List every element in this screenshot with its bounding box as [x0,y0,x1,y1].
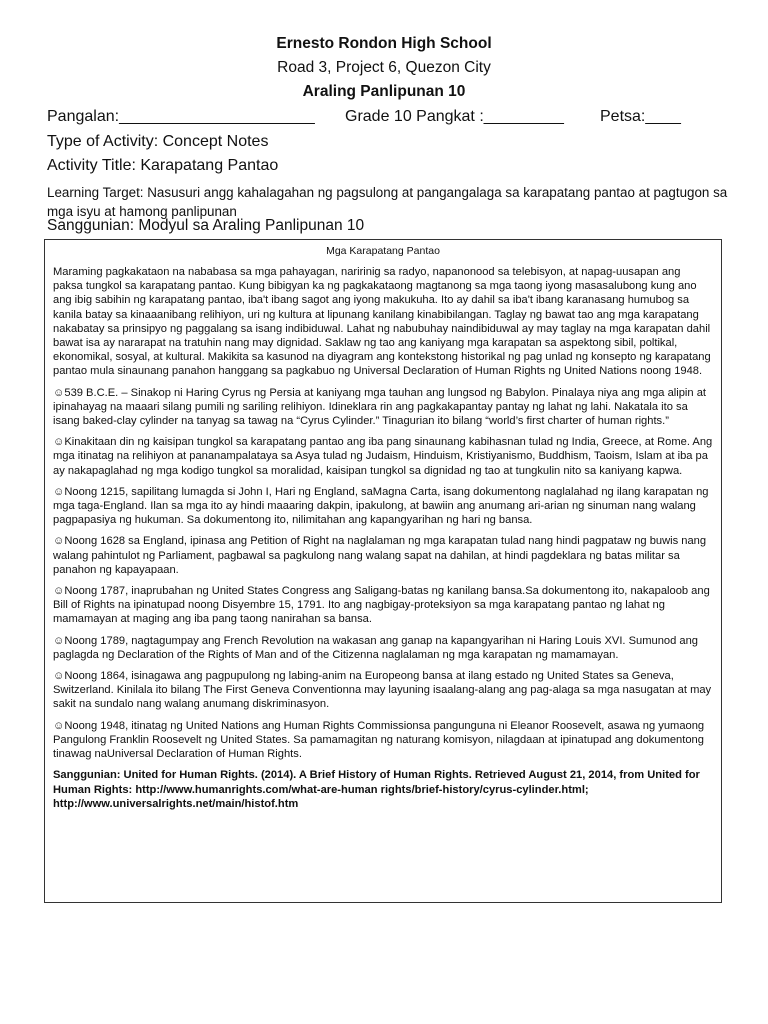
history-item: ☺Noong 1628 sa England, ipinasa ang Petition of Right na naglalaman ng mga karapatan tulad nang hindi pagpataw ng buwis nang walang pahintulot ng Parliament, pagbawal sa pagkulong nang walang sapat na dahilan, at hindi pagdeklara ng batas militar sa panahon ng kapayapaan. [53,535,707,576]
content-body [53,265,713,818]
content-title: Mga Karapatang Pantao [326,245,440,257]
content-box [44,239,722,903]
history-item: ☺Kinakitaan din ng kaisipan tungkol sa karapatang pantao ang iba pang sinaunang kabihasnan tulad ng India, Greece, at Rome. Ang mga itinatag na relihiyon at pananampalataya sa Asya tulad ng Judaism, Hinduism, Kristiyanismo, Buddhism, Taoism, Islam at iba pa ay nakapaglahad ng mga kodigo tungkol sa moralidad, kaisipan tungkol sa dignidad ng tao at tungkulin nito sa kaniyang kapwa. [53,436,713,477]
history-item: ☺Noong 1787, inaprubahan ng United States Congress ang Saligang-batas ng kanilang bansa.Sa dokumentong ito, nakapaloob ang Bill of Rights na ipinatupad noong Disyembre 15, 1791. Ito ang nagbigay-proteksiyon sa mga karapatang pantao ng lahat ng mamamayan at maging ang iba pang taong nanirahan sa bansa. [53,585,710,626]
history-item: ☺539 B.C.E. – Sinakop ni Haring Cyrus ng Persia at kaniyang mga tauhan ang lungsod ng Babylon. Pinalaya niya ang mga alipin at ipinahayag na maaari silang pumili ng sariling relihiyon. Idineklara rin ang pagkakapantay pantay ng lahat ng lahi. Nakatala ito sa isang baked-clay cylinder na tanyag sa tawag na “Cyrus Cylinder.” Tinagurian ito bilang “world’s first charter of human rights.” [53,386,706,428]
activity-type: Type of Activity: Concept Notes [47,133,269,150]
history-item: ☺Noong 1948, itinatag ng United Nations ang Human Rights Commissionsa pangunguna ni Eleanor Roosevelt, asawa ng yumaong Pangulong Franklin Roosevelt ng United States. Sa pamamagitan ng naturang komisyon, nilagdaan at ipinatupad ang dokumentong tinawag naUniversal Declaration of Human Rights. [53,719,705,761]
school-address: Road 3, Project 6, Quezon City [277,59,491,76]
history-item: ☺Noong 1215, sapilitang lumagda si John I, Hari ng England, saMagna Carta, isang dokumentong naglalahad ng ilang karapatan ng mga taga-England. Ilan sa mga ito ay hindi maaaring dakpin, ipakulong, at bawiin ang anumang ari-arian ng sinuman nang walang pagpapasiya ng hukuman. Sa dokumentong ito, nilimitahan ang kapangyarihan ng hari ng bansa. [53,485,709,527]
subject-title: Araling Panlipunan 10 [302,83,466,100]
history-item: ☺Noong 1864, isinagawa ang pagpupulong ng labing-anim na Europeong bansa at ilang estado ng United States sa Geneva, Switzerland. Kinilala ito bilang The First Geneva Conventionna may layuning isaalang-alang ang pag-alaga sa mga nasugatan at may sakit na sundalo nang walang anumang diskriminasyon. [53,670,712,711]
history-item: ☺Noong 1789, nagtagumpay ang French Revolution na wakasan ang ganap na kapangyarihan ni Haring Louis XVI. Sumunod ang paglagda ng Declaration of the Rights of Man and of the Citizenna naglalaman ng mga karapatan ng mamamayan. [53,634,698,661]
school-name: Ernesto Rondon High School [276,35,492,52]
date-field: Petsa:____ [600,108,681,125]
module-source: Sanggunian: Modyul sa Araling Panlipunan 10 [47,217,365,234]
activity-title: Activity Title: Karapatang Pantao [47,157,279,174]
learning-target: Learning Target: Nasusuri angg kahalagahan ng pagsulong at pangangalaga sa karapatang pantao at pagtugon sa mga isyu at hamong panlipunan [47,185,728,219]
name-field: Pangalan:______________________ [47,108,315,125]
citation: Sanggunian: United for Human Rights. (2014). A Brief History of Human Rights. Retrieved August 21, 2014, from United for Human Rights: http://www.humanrights.com/what-are-human rights/brief-history/cyrus-cylinder.html; http://www.universalrights.net/main/histof.htm [53,769,700,810]
grade-section-field: Grade 10 Pangkat :_________ [345,108,564,125]
intro-paragraph: Maraming pagkakataon na nababasa sa mga pahayagan, naririnig sa radyo, napanonood sa telebisyon, at napag-uusapan ang paksa tungkol sa karapatang pantao. Kung bibigyan ka ng pagkakataong magtanong sa mga taong iyong masasalubong kung ano ang ibig sabihin ng karapatang pantao, iba't ibang sagot ang iyong makukuha. Ito ay dahil sa iba't ibang karanasang humubog sa kanila batay sa kinaaanibang relihiyon, uri ng kultura at lipunang kanilang kinabibilangan. Taglay ng bawat tao ang mga karapatang nakabatay sa prinsipyo ng paggalang sa isang indibiduwal. Lahat ng nabubuhay naindibiduwal ay may taglay na mga karapatan dahil bawat isa ay nararapat na tratuhin nang may dignidad. Saklaw ng tao ang kaniyang mga karapatan sa aspektong sibil, poltikal, ekonomikal, sosyal, at kultural. Makikita sa kasunod na diyagram ang kontekstong historikal ng pag unlad ng konsepto ng karapatang pantao mula sinaunang panahon hanggang sa pagkabuo ng Universal Declaration of Human Rights ng United Nations noong 1948. [53,266,711,378]
